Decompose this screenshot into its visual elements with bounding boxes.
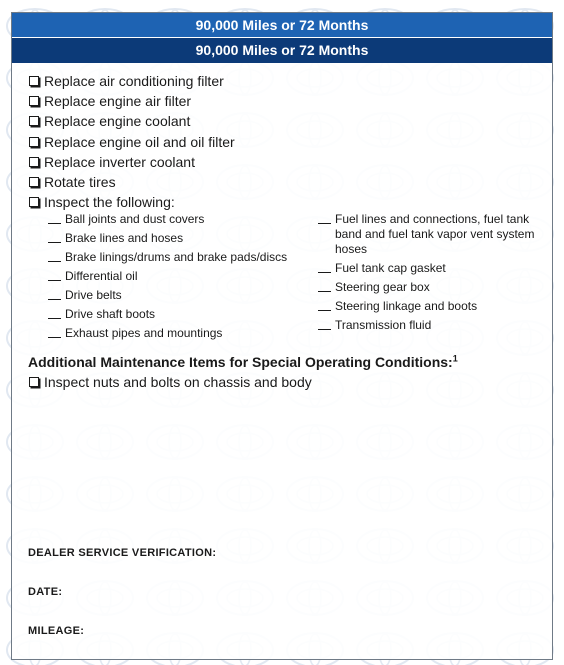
checkbox-icon[interactable] (29, 76, 39, 86)
checklist-item[interactable] (28, 91, 546, 111)
checklist-item-label: Inspect nuts and bolts on chassis and body (44, 374, 312, 391)
checkbox-icon[interactable] (29, 96, 39, 106)
inspection-item-label: Steering gear box (335, 280, 430, 295)
inspection-item[interactable] (318, 212, 548, 257)
card-content (28, 71, 546, 393)
inspection-item-label: Steering linkage and boots (335, 299, 478, 314)
inspection-item[interactable] (318, 318, 548, 333)
inspection-item[interactable] (318, 299, 548, 314)
checkbox-icon[interactable] (29, 116, 39, 126)
checklist-item[interactable] (28, 132, 546, 152)
blank-line[interactable] (48, 212, 61, 224)
inspection-item-label: Brake lines and hoses (65, 231, 184, 246)
blank-line[interactable] (318, 212, 331, 224)
inspection-item-label: Drive belts (65, 288, 122, 303)
checklist-item[interactable] (28, 192, 546, 212)
inspection-item[interactable] (48, 212, 318, 227)
checklist-item-label: Replace engine coolant (44, 113, 191, 130)
special-conditions-heading-text: Additional Maintenance Items for Special Operating Conditions: (28, 354, 453, 371)
inspection-item-label: Fuel tank cap gasket (335, 261, 446, 276)
blank-line[interactable] (318, 280, 331, 292)
inspection-item[interactable] (48, 288, 318, 303)
checklist-item-label: Replace engine air filter (44, 93, 192, 110)
interval-title-bottom: 90,000 Miles or 72 Months (12, 37, 552, 63)
service-checklist (28, 71, 546, 212)
checkbox-icon[interactable] (29, 377, 39, 387)
inspection-item-label: Ball joints and dust covers (65, 212, 205, 227)
blank-line[interactable] (48, 307, 61, 319)
blank-line[interactable] (48, 231, 61, 243)
special-conditions-heading (28, 352, 546, 372)
footnote-marker: 1 (452, 353, 458, 364)
inspection-item-label: Drive shaft boots (65, 307, 156, 322)
checklist-item[interactable] (28, 372, 546, 392)
checkbox-icon[interactable] (29, 177, 39, 187)
special-conditions-checklist (28, 372, 546, 392)
dealer-verification-label: DEALER SERVICE VERIFICATION: (28, 547, 217, 559)
blank-line[interactable] (48, 326, 61, 338)
maintenance-card (11, 12, 553, 660)
inspection-item-label: Differential oil (65, 269, 138, 284)
blank-line[interactable] (318, 299, 331, 311)
checklist-item-label: Replace inverter coolant (44, 153, 195, 170)
interval-title-top: 90,000 Miles or 72 Months (12, 13, 552, 37)
inspection-column-right (318, 212, 548, 345)
checklist-item[interactable] (28, 71, 546, 91)
inspection-item-label: Exhaust pipes and mountings (65, 326, 223, 341)
checklist-item-label: Replace engine oil and oil filter (44, 133, 235, 150)
date-label: DATE: (28, 586, 63, 598)
blank-line[interactable] (48, 250, 61, 262)
checklist-item[interactable] (28, 172, 546, 192)
inspection-item-label: Fuel lines and connections, fuel tank band and fuel tank vapor vent system hoses (335, 212, 535, 257)
blank-line[interactable] (318, 318, 331, 330)
inspection-item[interactable] (48, 326, 318, 341)
checklist-item[interactable] (28, 111, 546, 131)
inspection-item[interactable] (318, 261, 548, 276)
checkbox-icon[interactable] (29, 137, 39, 147)
blank-line[interactable] (48, 269, 61, 281)
blank-line[interactable] (318, 261, 331, 273)
inspection-column-left (48, 212, 318, 345)
inspection-item-label: Brake linings/drums and brake pads/discs (65, 250, 288, 265)
inspection-item[interactable] (48, 307, 318, 322)
inspection-item-label: Transmission fluid (335, 318, 432, 333)
blank-line[interactable] (48, 288, 61, 300)
inspection-item[interactable] (48, 231, 318, 246)
inspection-item[interactable] (48, 269, 318, 284)
checklist-item-label: Rotate tires (44, 174, 116, 191)
checkbox-icon[interactable] (29, 197, 39, 207)
checkbox-icon[interactable] (29, 157, 39, 167)
inspection-item[interactable] (48, 250, 318, 265)
inspection-item[interactable] (318, 280, 548, 295)
checklist-item[interactable] (28, 152, 546, 172)
inspection-subitems (28, 212, 546, 345)
checklist-item-label: Inspect the following: (44, 194, 175, 211)
mileage-label: MILEAGE: (28, 625, 85, 637)
checklist-item-label: Replace air conditioning filter (44, 73, 224, 90)
